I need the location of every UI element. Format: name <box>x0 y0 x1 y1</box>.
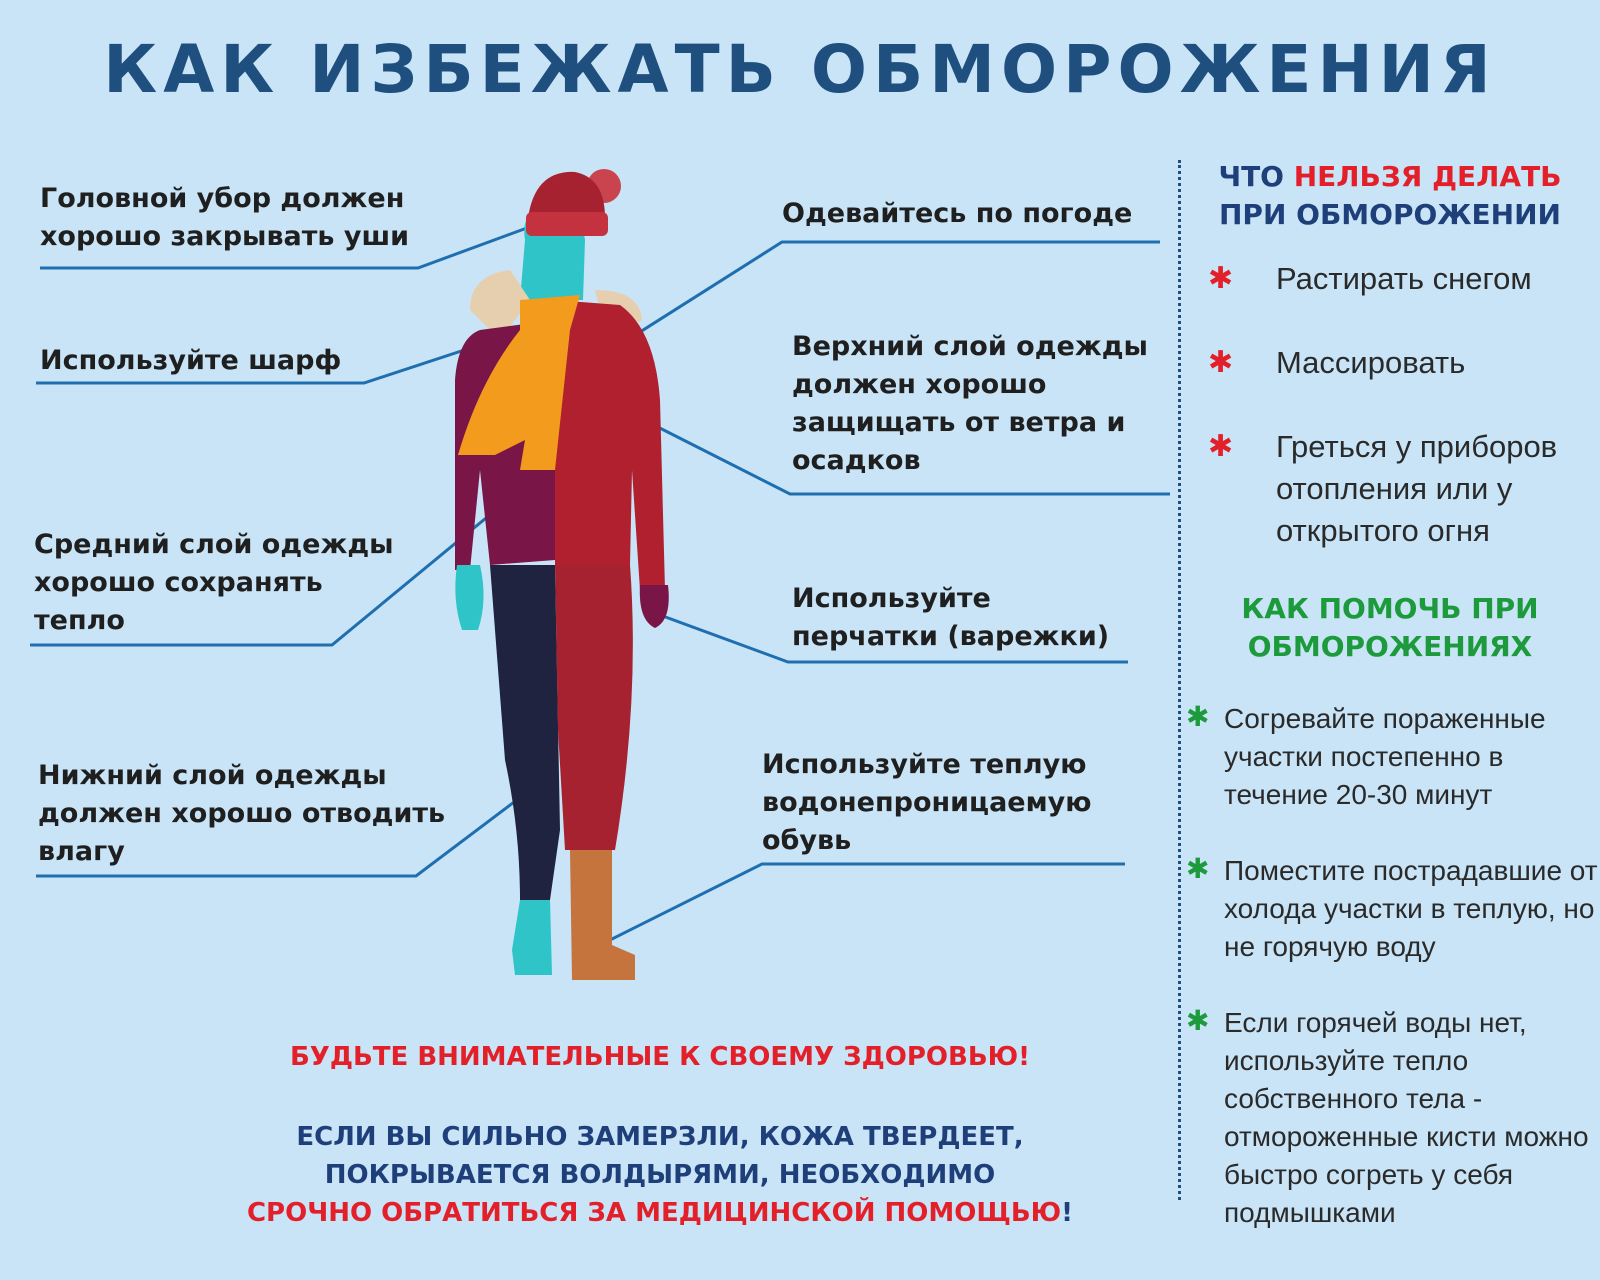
caption-weather: Одевайтесь по погоде <box>782 198 1133 229</box>
help-heading: КАК ПОМОЧЬ ПРИ ОБМОРОЖЕНИЯХ <box>1241 592 1539 663</box>
green-snowflake-icon: ✱ <box>1186 701 1210 732</box>
green-snowflake-icon: ✱ <box>1186 853 1210 884</box>
red-snowflake-icon: ✱ <box>1208 430 1234 463</box>
caption-shoes: Используйте теплую водонепроницаемую обувь <box>762 749 1092 856</box>
leggings <box>490 565 560 900</box>
green-snowflake-icon: ✱ <box>1186 1005 1210 1036</box>
trousers <box>555 565 633 850</box>
winter-boot <box>570 850 635 980</box>
leader-line-shoes <box>600 864 1125 945</box>
red-snowflake-icon: ✱ <box>1208 262 1234 295</box>
caption-scarf: Используйте шарф <box>40 345 342 376</box>
attention-banner: БУДЬТЕ ВНИМАТЕЛЬНЫЕ К СВОЕМУ ЗДОРОВЬЮ! <box>289 1042 1031 1072</box>
column-divider <box>1178 160 1181 1200</box>
dont-heading: ЧТО НЕЛЬЗЯ ДЕЛАТЬ ПРИ ОБМОРОЖЕНИИ <box>1218 160 1562 231</box>
caption-middle-layer: Средний слой одежды хорошо сохранять тепло <box>34 529 394 636</box>
outer-jacket <box>555 300 665 590</box>
page-title: КАК ИЗБЕЖАТЬ ОБМОРОЖЕНИЯ <box>103 31 1497 108</box>
warning-line: ПОКРЫВАЕТСЯ ВОЛДЫРЯМИ, НЕОБХОДИМО <box>324 1160 996 1190</box>
caption-hat: Головной убор должен хорошо закрывать уши <box>40 183 410 252</box>
mitten <box>640 585 669 628</box>
warning-line: ЕСЛИ ВЫ СИЛЬНО ЗАМЕРЗЛИ, КОЖА ТВЕРДЕЕТ, <box>296 1122 1024 1152</box>
warning-line-urgent: СРОЧНО ОБРАТИТЬСЯ ЗА МЕДИЦИНСКОЙ ПОМОЩЬЮ! <box>246 1198 1074 1228</box>
caption-outer-layer: Верхний слой одежды должен хорошо защищать от ветра и осадков <box>792 331 1148 476</box>
caption-bottom-layer: Нижний слой одежды должен хорошо отводить влагу <box>38 760 446 867</box>
red-snowflake-icon: ✱ <box>1208 346 1234 379</box>
caption-gloves: Используйте перчатки (варежки) <box>792 583 1110 652</box>
hat <box>526 169 621 236</box>
